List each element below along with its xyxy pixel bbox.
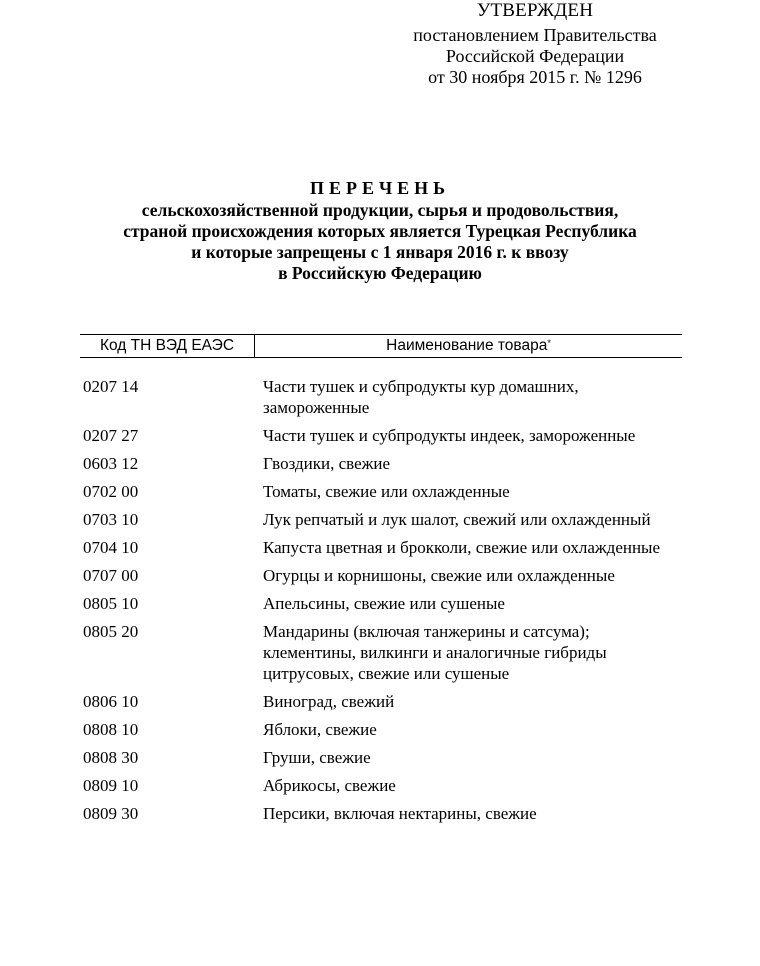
approval-line-1: постановлением Правительства <box>413 25 657 45</box>
row-code: 0808 10 <box>83 720 139 739</box>
row-name: Огурцы и корнишоны, свежие или охлажденные <box>263 566 615 585</box>
table-row <box>83 376 683 418</box>
title-main: ПЕРЕЧЕНЬ <box>309 178 451 198</box>
table-row <box>83 453 683 474</box>
row-code: 0207 14 <box>83 377 139 396</box>
title-line-3: и которые запрещены с 1 января 2016 г. к ввозу <box>191 242 569 262</box>
approval-block <box>400 0 670 88</box>
table-header <box>80 334 682 358</box>
row-code: 0603 12 <box>83 454 139 473</box>
row-name: Части тушек и субпродукты кур домашних, замороженные <box>263 377 579 417</box>
approved-heading: УТВЕРЖДЕН <box>476 0 594 21</box>
table-row <box>83 803 683 824</box>
table-row <box>83 719 683 740</box>
title-line-2: страной происхождения которых является Турецкая Республика <box>123 221 637 241</box>
row-code: 0703 10 <box>83 510 139 529</box>
table-row <box>83 621 683 684</box>
header-name-cell <box>255 335 682 357</box>
row-name: Апельсины, свежие или сушеные <box>263 594 505 613</box>
row-name: Яблоки, свежие <box>263 720 377 739</box>
row-code: 0808 30 <box>83 748 139 767</box>
row-code: 0702 00 <box>83 482 139 501</box>
row-name: Капуста цветная и брокколи, свежие или охлажденные <box>263 538 661 557</box>
row-name: Гвоздики, свежие <box>263 454 391 473</box>
row-name: Лук репчатый и лук шалот, свежий или охлажденный <box>263 510 651 529</box>
title-line-4: в Российскую Федерацию <box>278 263 482 283</box>
table-row <box>83 537 683 558</box>
row-code: 0207 27 <box>83 426 139 445</box>
header-name: Наименование товара <box>386 337 548 354</box>
document-title <box>60 178 700 284</box>
header-code: Код ТН ВЭД ЕАЭС <box>80 335 255 357</box>
row-name: Виноград, свежий <box>263 692 395 711</box>
row-name: Мандарины (включая танжерины и сатсума); клементины, вилкинги и аналогичные гибриды цитрусовых, свежие или сушеные <box>263 622 607 683</box>
table-row <box>83 691 683 712</box>
table-row <box>83 565 683 586</box>
row-name: Абрикосы, свежие <box>263 776 396 795</box>
row-code: 0809 10 <box>83 776 139 795</box>
table-row <box>83 481 683 502</box>
row-name: Груши, свежие <box>263 748 371 767</box>
row-code: 0809 30 <box>83 804 139 823</box>
title-line-1: сельскохозяйственной продукции, сырья и продовольствия, <box>141 200 619 220</box>
approval-line-2: Российской Федерации <box>445 46 625 66</box>
table-row <box>83 747 683 768</box>
table-row <box>83 775 683 796</box>
row-name: Томаты, свежие или охлажденные <box>263 482 510 501</box>
row-code: 0704 10 <box>83 538 139 557</box>
row-code: 0707 00 <box>83 566 139 585</box>
row-name: Персики, включая нектарины, свежие <box>263 804 537 823</box>
table-row <box>83 509 683 530</box>
footnote-mark: * <box>547 338 551 348</box>
row-code: 0805 20 <box>83 622 139 641</box>
row-code: 0805 10 <box>83 594 139 613</box>
approval-line-3: от 30 ноября 2015 г. № 1296 <box>428 67 642 87</box>
row-code: 0806 10 <box>83 692 139 711</box>
table-row <box>83 593 683 614</box>
row-name: Части тушек и субпродукты индеек, замороженные <box>263 426 636 445</box>
table-row <box>83 425 683 446</box>
table-body <box>83 376 683 831</box>
